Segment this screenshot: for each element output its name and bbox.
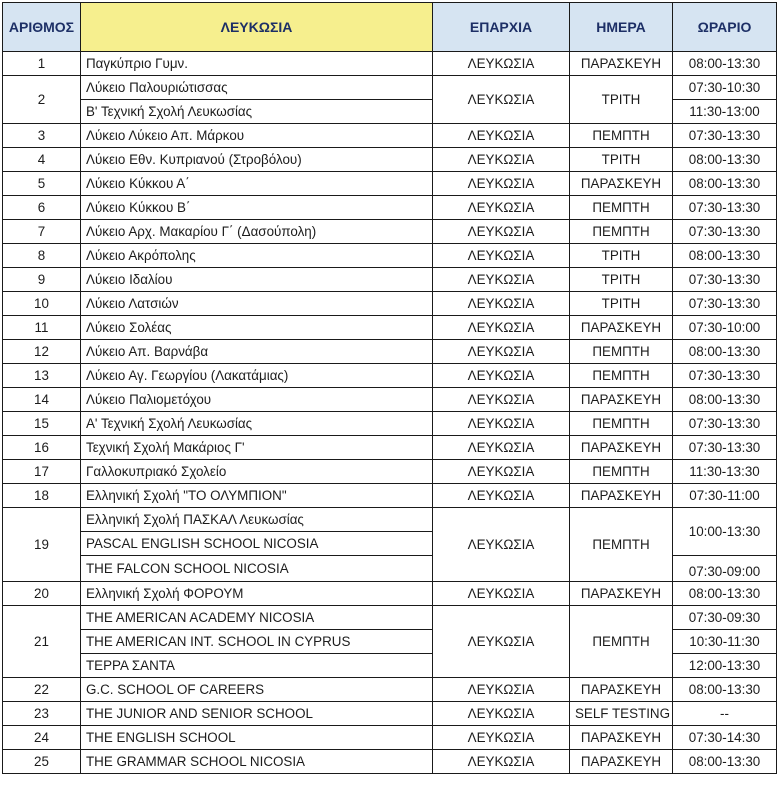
school-name: THE AMERICAN ACADEMY NICOSIA	[81, 606, 433, 630]
day-cell: ΤΡΙΤΗ	[570, 292, 673, 316]
province-cell: ΛΕΥΚΩΣΙΑ	[433, 292, 570, 316]
table-row	[3, 582, 777, 606]
row-number: 6	[3, 196, 81, 220]
school-name: ΤΕΡΡΑ ΣΑΝΤΑ	[81, 654, 433, 678]
row-number: 7	[3, 220, 81, 244]
province-cell: ΛΕΥΚΩΣΙΑ	[433, 460, 570, 484]
day-cell: ΠΑΡΑΣΚΕΥΗ	[570, 484, 673, 508]
table-row	[3, 148, 777, 172]
time-cell: 07:30-11:00	[673, 484, 777, 508]
day-cell: ΠΕΜΠΤΗ	[570, 196, 673, 220]
time-cell: 07:30-10:00	[673, 316, 777, 340]
row-number: 12	[3, 340, 81, 364]
province-cell: ΛΕΥΚΩΣΙΑ	[433, 340, 570, 364]
school-name: Β' Τεχνική Σχολή Λευκωσίας	[81, 100, 433, 124]
time-cell: 07:30-13:30	[673, 436, 777, 460]
row-number: 9	[3, 268, 81, 292]
school-name: Λύκειο Κύκκου Α΄	[81, 172, 433, 196]
day-cell: ΠΑΡΑΣΚΕΥΗ	[570, 726, 673, 750]
time-cell: 08:00-13:30	[673, 52, 777, 76]
province-cell: ΛΕΥΚΩΣΙΑ	[433, 582, 570, 606]
time-cell: 07:30-09:30	[673, 606, 777, 630]
school-name: PASCAL ENGLISH SCHOOL NICOSIA	[81, 532, 433, 556]
school-name: THE FALCON SCHOOL NICOSIA	[81, 556, 433, 582]
row-number: 23	[3, 702, 81, 726]
time-cell: 08:00-13:30	[673, 172, 777, 196]
row-number: 1	[3, 52, 81, 76]
school-name: THE JUNIOR AND SENIOR SCHOOL	[81, 702, 433, 726]
day-cell: ΤΡΙΤΗ	[570, 76, 673, 124]
time-cell: 08:00-13:30	[673, 582, 777, 606]
time-cell: 08:00-13:30	[673, 678, 777, 702]
header-row	[3, 3, 777, 52]
day-cell: ΠΑΡΑΣΚΕΥΗ	[570, 316, 673, 340]
row-number: 21	[3, 606, 81, 678]
province-cell: ΛΕΥΚΩΣΙΑ	[433, 750, 570, 774]
row-number: 18	[3, 484, 81, 508]
day-cell: ΠΑΡΑΣΚΕΥΗ	[570, 52, 673, 76]
day-cell: ΠΑΡΑΣΚΕΥΗ	[570, 436, 673, 460]
school-name: THE GRAMMAR SCHOOL NICOSIA	[81, 750, 433, 774]
time-cell: 07:30-09:00	[673, 556, 777, 582]
day-cell: ΠΑΡΑΣΚΕΥΗ	[570, 388, 673, 412]
province-cell: ΛΕΥΚΩΣΙΑ	[433, 124, 570, 148]
time-cell: 07:30-13:30	[673, 412, 777, 436]
table-row	[3, 460, 777, 484]
time-cell: 11:30-13:00	[673, 100, 777, 124]
day-cell: ΠΕΜΠΤΗ	[570, 124, 673, 148]
province-cell: ΛΕΥΚΩΣΙΑ	[433, 364, 570, 388]
time-cell: 08:00-13:30	[673, 340, 777, 364]
school-name: Λύκειο Αγ. Γεωργίου (Λακατάμιας)	[81, 364, 433, 388]
header-day: ΗΜΕΡΑ	[570, 3, 673, 52]
row-number: 2	[3, 76, 81, 124]
row-number: 24	[3, 726, 81, 750]
table-row	[3, 412, 777, 436]
school-name: Λύκειο Παλιομετόχου	[81, 388, 433, 412]
day-cell: ΠΕΜΠΤΗ	[570, 220, 673, 244]
time-cell: 07:30-10:30	[673, 76, 777, 100]
school-name: Ελληνική Σχολή ΠΑΣΚΑΛ Λευκωσίας	[81, 508, 433, 532]
table-row	[3, 678, 777, 702]
day-cell: ΠΕΜΠΤΗ	[570, 460, 673, 484]
school-name: Λύκειο Απ. Βαρνάβα	[81, 340, 433, 364]
table-row	[3, 268, 777, 292]
row-number: 10	[3, 292, 81, 316]
table-row	[3, 172, 777, 196]
school-name: Λύκειο Εθν. Κυπριανού (Στροβόλου)	[81, 148, 433, 172]
table-row	[3, 388, 777, 412]
time-cell: 08:00-13:30	[673, 750, 777, 774]
row-number: 11	[3, 316, 81, 340]
table-row	[3, 316, 777, 340]
school-name: Λύκειο Σολέας	[81, 316, 433, 340]
time-cell: 10:00-13:30	[673, 508, 777, 556]
province-cell: ΛΕΥΚΩΣΙΑ	[433, 484, 570, 508]
school-name: Λύκειο Παλουριώτισσας	[81, 76, 433, 100]
table-row	[3, 220, 777, 244]
time-cell: 07:30-13:30	[673, 220, 777, 244]
time-cell: 07:30-13:30	[673, 364, 777, 388]
table-row	[3, 196, 777, 220]
header-province: ΕΠΑΡΧΙΑ	[433, 3, 570, 52]
table-row	[3, 340, 777, 364]
time-cell: 07:30-14:30	[673, 726, 777, 750]
row-number: 25	[3, 750, 81, 774]
day-cell: ΠΑΡΑΣΚΕΥΗ	[570, 582, 673, 606]
day-cell: ΠΑΡΑΣΚΕΥΗ	[570, 678, 673, 702]
day-cell: ΤΡΙΤΗ	[570, 268, 673, 292]
time-cell: 11:30-13:30	[673, 460, 777, 484]
table-row	[3, 606, 777, 630]
table-row	[3, 52, 777, 76]
school-name: THE ENGLISH SCHOOL	[81, 726, 433, 750]
day-cell: SELF TESTING	[570, 702, 673, 726]
table-row	[3, 702, 777, 726]
time-cell: 10:30-11:30	[673, 630, 777, 654]
day-cell: ΠΑΡΑΣΚΕΥΗ	[570, 172, 673, 196]
row-number: 13	[3, 364, 81, 388]
province-cell: ΛΕΥΚΩΣΙΑ	[433, 268, 570, 292]
row-number: 4	[3, 148, 81, 172]
province-cell: ΛΕΥΚΩΣΙΑ	[433, 316, 570, 340]
row-number: 20	[3, 582, 81, 606]
province-cell: ΛΕΥΚΩΣΙΑ	[433, 52, 570, 76]
table-row	[3, 76, 777, 100]
time-cell: 08:00-13:30	[673, 388, 777, 412]
school-name: Λύκειο Κύκκου Β΄	[81, 196, 433, 220]
province-cell: ΛΕΥΚΩΣΙΑ	[433, 436, 570, 460]
row-number: 15	[3, 412, 81, 436]
row-number: 17	[3, 460, 81, 484]
day-cell: ΠΑΡΑΣΚΕΥΗ	[570, 750, 673, 774]
table-row	[3, 726, 777, 750]
time-cell: 12:00-13:30	[673, 654, 777, 678]
row-number: 3	[3, 124, 81, 148]
row-number: 14	[3, 388, 81, 412]
school-name: Τεχνική Σχολή Μακάριος Γ'	[81, 436, 433, 460]
province-cell: ΛΕΥΚΩΣΙΑ	[433, 508, 570, 582]
day-cell: ΠΕΜΠΤΗ	[570, 364, 673, 388]
header-number: ΑΡΙΘΜΟΣ	[3, 3, 81, 52]
province-cell: ΛΕΥΚΩΣΙΑ	[433, 606, 570, 678]
time-cell: 07:30-13:30	[673, 196, 777, 220]
table-row	[3, 484, 777, 508]
table-row	[3, 750, 777, 774]
school-name: Ελληνική Σχολή ΦΟΡΟΥΜ	[81, 582, 433, 606]
header-schedule: ΩΡΑΡΙΟ	[673, 3, 777, 52]
school-name: Παγκύπριο Γυμν.	[81, 52, 433, 76]
table-row	[3, 292, 777, 316]
province-cell: ΛΕΥΚΩΣΙΑ	[433, 220, 570, 244]
school-name: Α' Τεχνική Σχολή Λευκωσίας	[81, 412, 433, 436]
time-cell: --	[673, 702, 777, 726]
table-row	[3, 244, 777, 268]
time-cell: 07:30-13:30	[673, 292, 777, 316]
time-cell: 08:00-13:30	[673, 148, 777, 172]
school-name: Λύκειο Λύκειο Απ. Μάρκου	[81, 124, 433, 148]
table-row	[3, 508, 777, 532]
province-cell: ΛΕΥΚΩΣΙΑ	[433, 172, 570, 196]
province-cell: ΛΕΥΚΩΣΙΑ	[433, 678, 570, 702]
day-cell: ΠΕΜΠΤΗ	[570, 508, 673, 582]
school-name: Ελληνική Σχολή "ΤΟ ΟΛΥΜΠΙΟΝ"	[81, 484, 433, 508]
header-school: ΛΕΥΚΩΣΙΑ	[81, 3, 433, 52]
school-name: Λύκειο Ιδαλίου	[81, 268, 433, 292]
table-row	[3, 436, 777, 460]
time-cell: 08:00-13:30	[673, 244, 777, 268]
school-name: G.C. SCHOOL OF CAREERS	[81, 678, 433, 702]
school-name: THE AMERICAN INT. SCHOOL IN CYPRUS	[81, 630, 433, 654]
day-cell: ΠΕΜΠΤΗ	[570, 606, 673, 678]
schedule-table	[2, 2, 777, 774]
table-row	[3, 364, 777, 388]
province-cell: ΛΕΥΚΩΣΙΑ	[433, 196, 570, 220]
province-cell: ΛΕΥΚΩΣΙΑ	[433, 148, 570, 172]
time-cell: 07:30-13:30	[673, 124, 777, 148]
schedule-body	[3, 52, 777, 774]
school-name: Λύκειο Ακρόπολης	[81, 244, 433, 268]
day-cell: ΤΡΙΤΗ	[570, 148, 673, 172]
row-number: 16	[3, 436, 81, 460]
school-name: Γαλλοκυπριακό Σχολείο	[81, 460, 433, 484]
day-cell: ΠΕΜΠΤΗ	[570, 340, 673, 364]
day-cell: ΠΕΜΠΤΗ	[570, 412, 673, 436]
province-cell: ΛΕΥΚΩΣΙΑ	[433, 726, 570, 750]
province-cell: ΛΕΥΚΩΣΙΑ	[433, 76, 570, 124]
school-name: Λύκειο Αρχ. Μακαρίου Γ΄ (Δασούπολη)	[81, 220, 433, 244]
row-number: 5	[3, 172, 81, 196]
row-number: 19	[3, 508, 81, 582]
province-cell: ΛΕΥΚΩΣΙΑ	[433, 244, 570, 268]
province-cell: ΛΕΥΚΩΣΙΑ	[433, 702, 570, 726]
day-cell: ΤΡΙΤΗ	[570, 244, 673, 268]
province-cell: ΛΕΥΚΩΣΙΑ	[433, 388, 570, 412]
time-cell: 07:30-13:30	[673, 268, 777, 292]
school-name: Λύκειο Λατσιών	[81, 292, 433, 316]
province-cell: ΛΕΥΚΩΣΙΑ	[433, 412, 570, 436]
row-number: 8	[3, 244, 81, 268]
table-row	[3, 124, 777, 148]
row-number: 22	[3, 678, 81, 702]
